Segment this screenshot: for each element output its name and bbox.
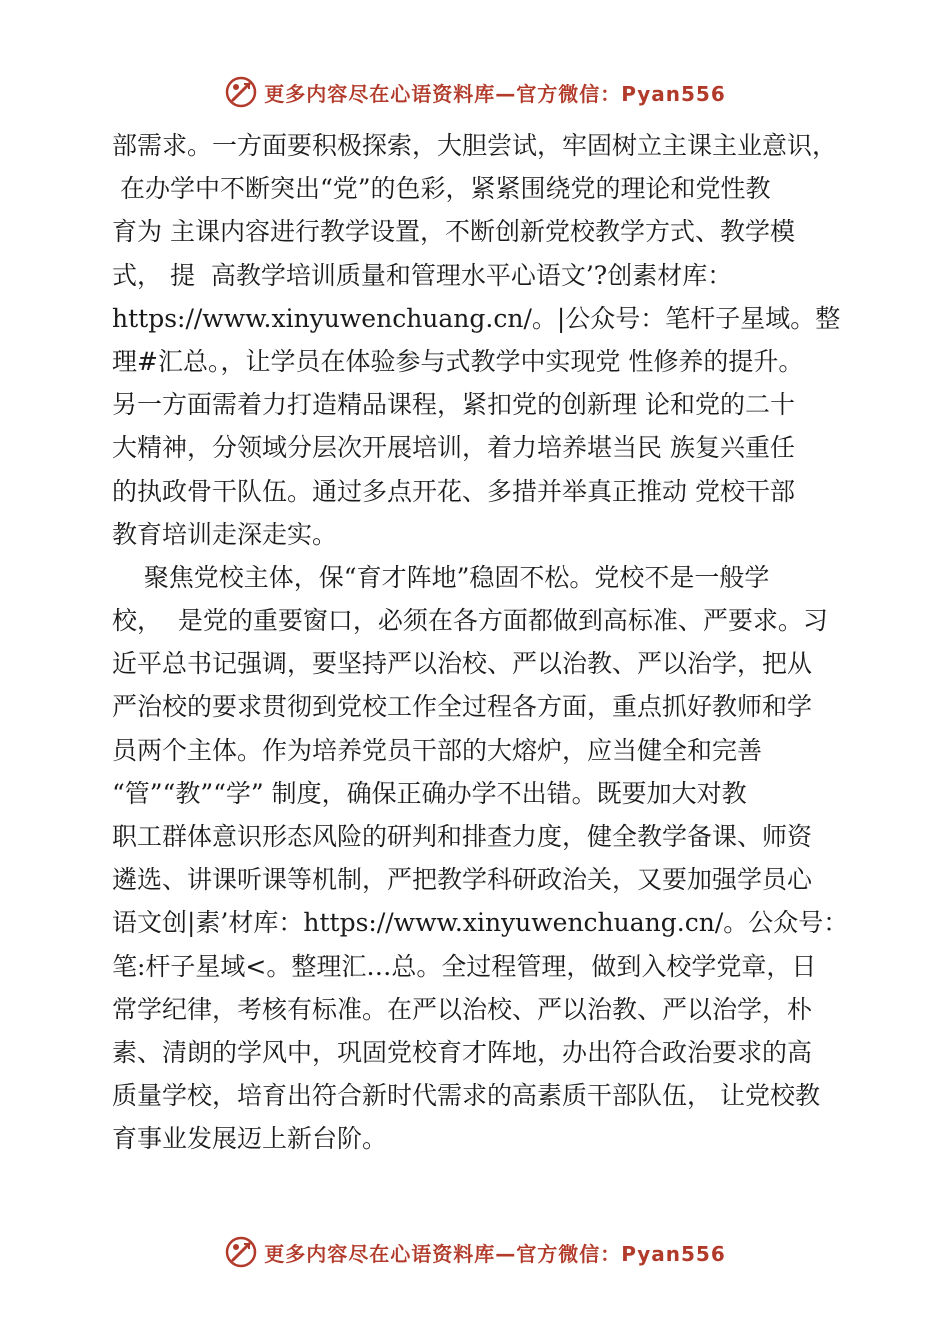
text-line: 校， 是党的重要窗口，必须在各方面都做到高标准、严要求。习: [112, 606, 828, 636]
header-banner: [0, 72, 950, 112]
text-line: 的执政骨干队伍。通过多点开花、多措并举真正推动 党校干部: [112, 476, 795, 506]
text-line: 近平总书记强调，要坚持严以治校、严以治教、严以治学，把从: [112, 649, 813, 679]
text-line: 语文创|素’材库：https://www.xinyuwenchuang.cn/。公众号：: [112, 908, 849, 938]
text-line: 严治校的要求贯彻到党校工作全过程各方面，重点抓好教师和学: [112, 692, 813, 722]
text-line: 式， 提 高教学培训质量和管理水平心语文’?创素材库：: [112, 260, 733, 290]
text-line: 育为 主课内容进行教学设置，不断创新党校教学方式、教学模: [112, 217, 795, 247]
text-line: 常学纪律，考核有标准。在严以治校、严以治教、严以治学，朴: [112, 994, 813, 1024]
text-line: 教育培训走深走实。: [112, 519, 338, 549]
text-line: 遴选、讲课听课等机制，严把教学科研政治关，又要加强学员心: [112, 865, 813, 895]
text-line: 聚焦党校主体，保“育才阵地”稳固不松。党校不是一般学: [112, 562, 770, 592]
text-line: 质量学校，培育出符合新时代需求的高素质干部队伍， 让党校教: [112, 1081, 820, 1111]
text-line: 大精神，分领域分层次开展培训，着力培养堪当民 族复兴重任: [112, 433, 795, 463]
text-line: 育事业发展迈上新台阶。: [112, 1124, 388, 1154]
pen-seal-icon: [224, 75, 258, 109]
text-line: 职工群体意识形态风险的研判和排查力度，健全教学备课、师资: [112, 822, 813, 851]
pen-seal-icon: [224, 1235, 258, 1269]
text-line: 部需求。一方面要积极探索，大胆尝试，牢固树立主课主业意识，: [112, 131, 838, 160]
text-line: 素、清朗的学风中，巩固党校育才阵地，办出符合政治要求的高: [112, 1037, 813, 1067]
text-line: 另一方面需着力打造精品课程，紧扣党的创新理 论和党的二十: [112, 390, 795, 420]
header-banner-text: 更多内容尽在心语资料库—官方微信：Pyan556: [264, 81, 726, 106]
text-line: “管”“教”“学” 制度，确保正确办学不出错。既要加大对教: [112, 778, 747, 808]
footer-banner-text: 更多内容尽在心语资料库—官方微信：Pyan556: [264, 1241, 726, 1266]
text-line: 员两个主体。作为培养党员干部的大熔炉，应当健全和完善: [112, 735, 763, 765]
text-line: 笔:杆子星域<。整理汇…总。全过程管理，做到入校学党章，日: [112, 951, 817, 981]
text-line: https://www.xinyuwenchuang.cn/。|公众号：笔杆子星域。整: [112, 303, 841, 333]
text-line: 理#汇总。，让学员在体验参与式教学中实现党 性修养的提升。: [112, 346, 804, 376]
footer-banner: [0, 1232, 950, 1272]
text-line: 在办学中不断突出“党”的色彩，紧紧围绕党的理论和党性教: [112, 174, 771, 204]
document-body: [112, 124, 852, 1161]
